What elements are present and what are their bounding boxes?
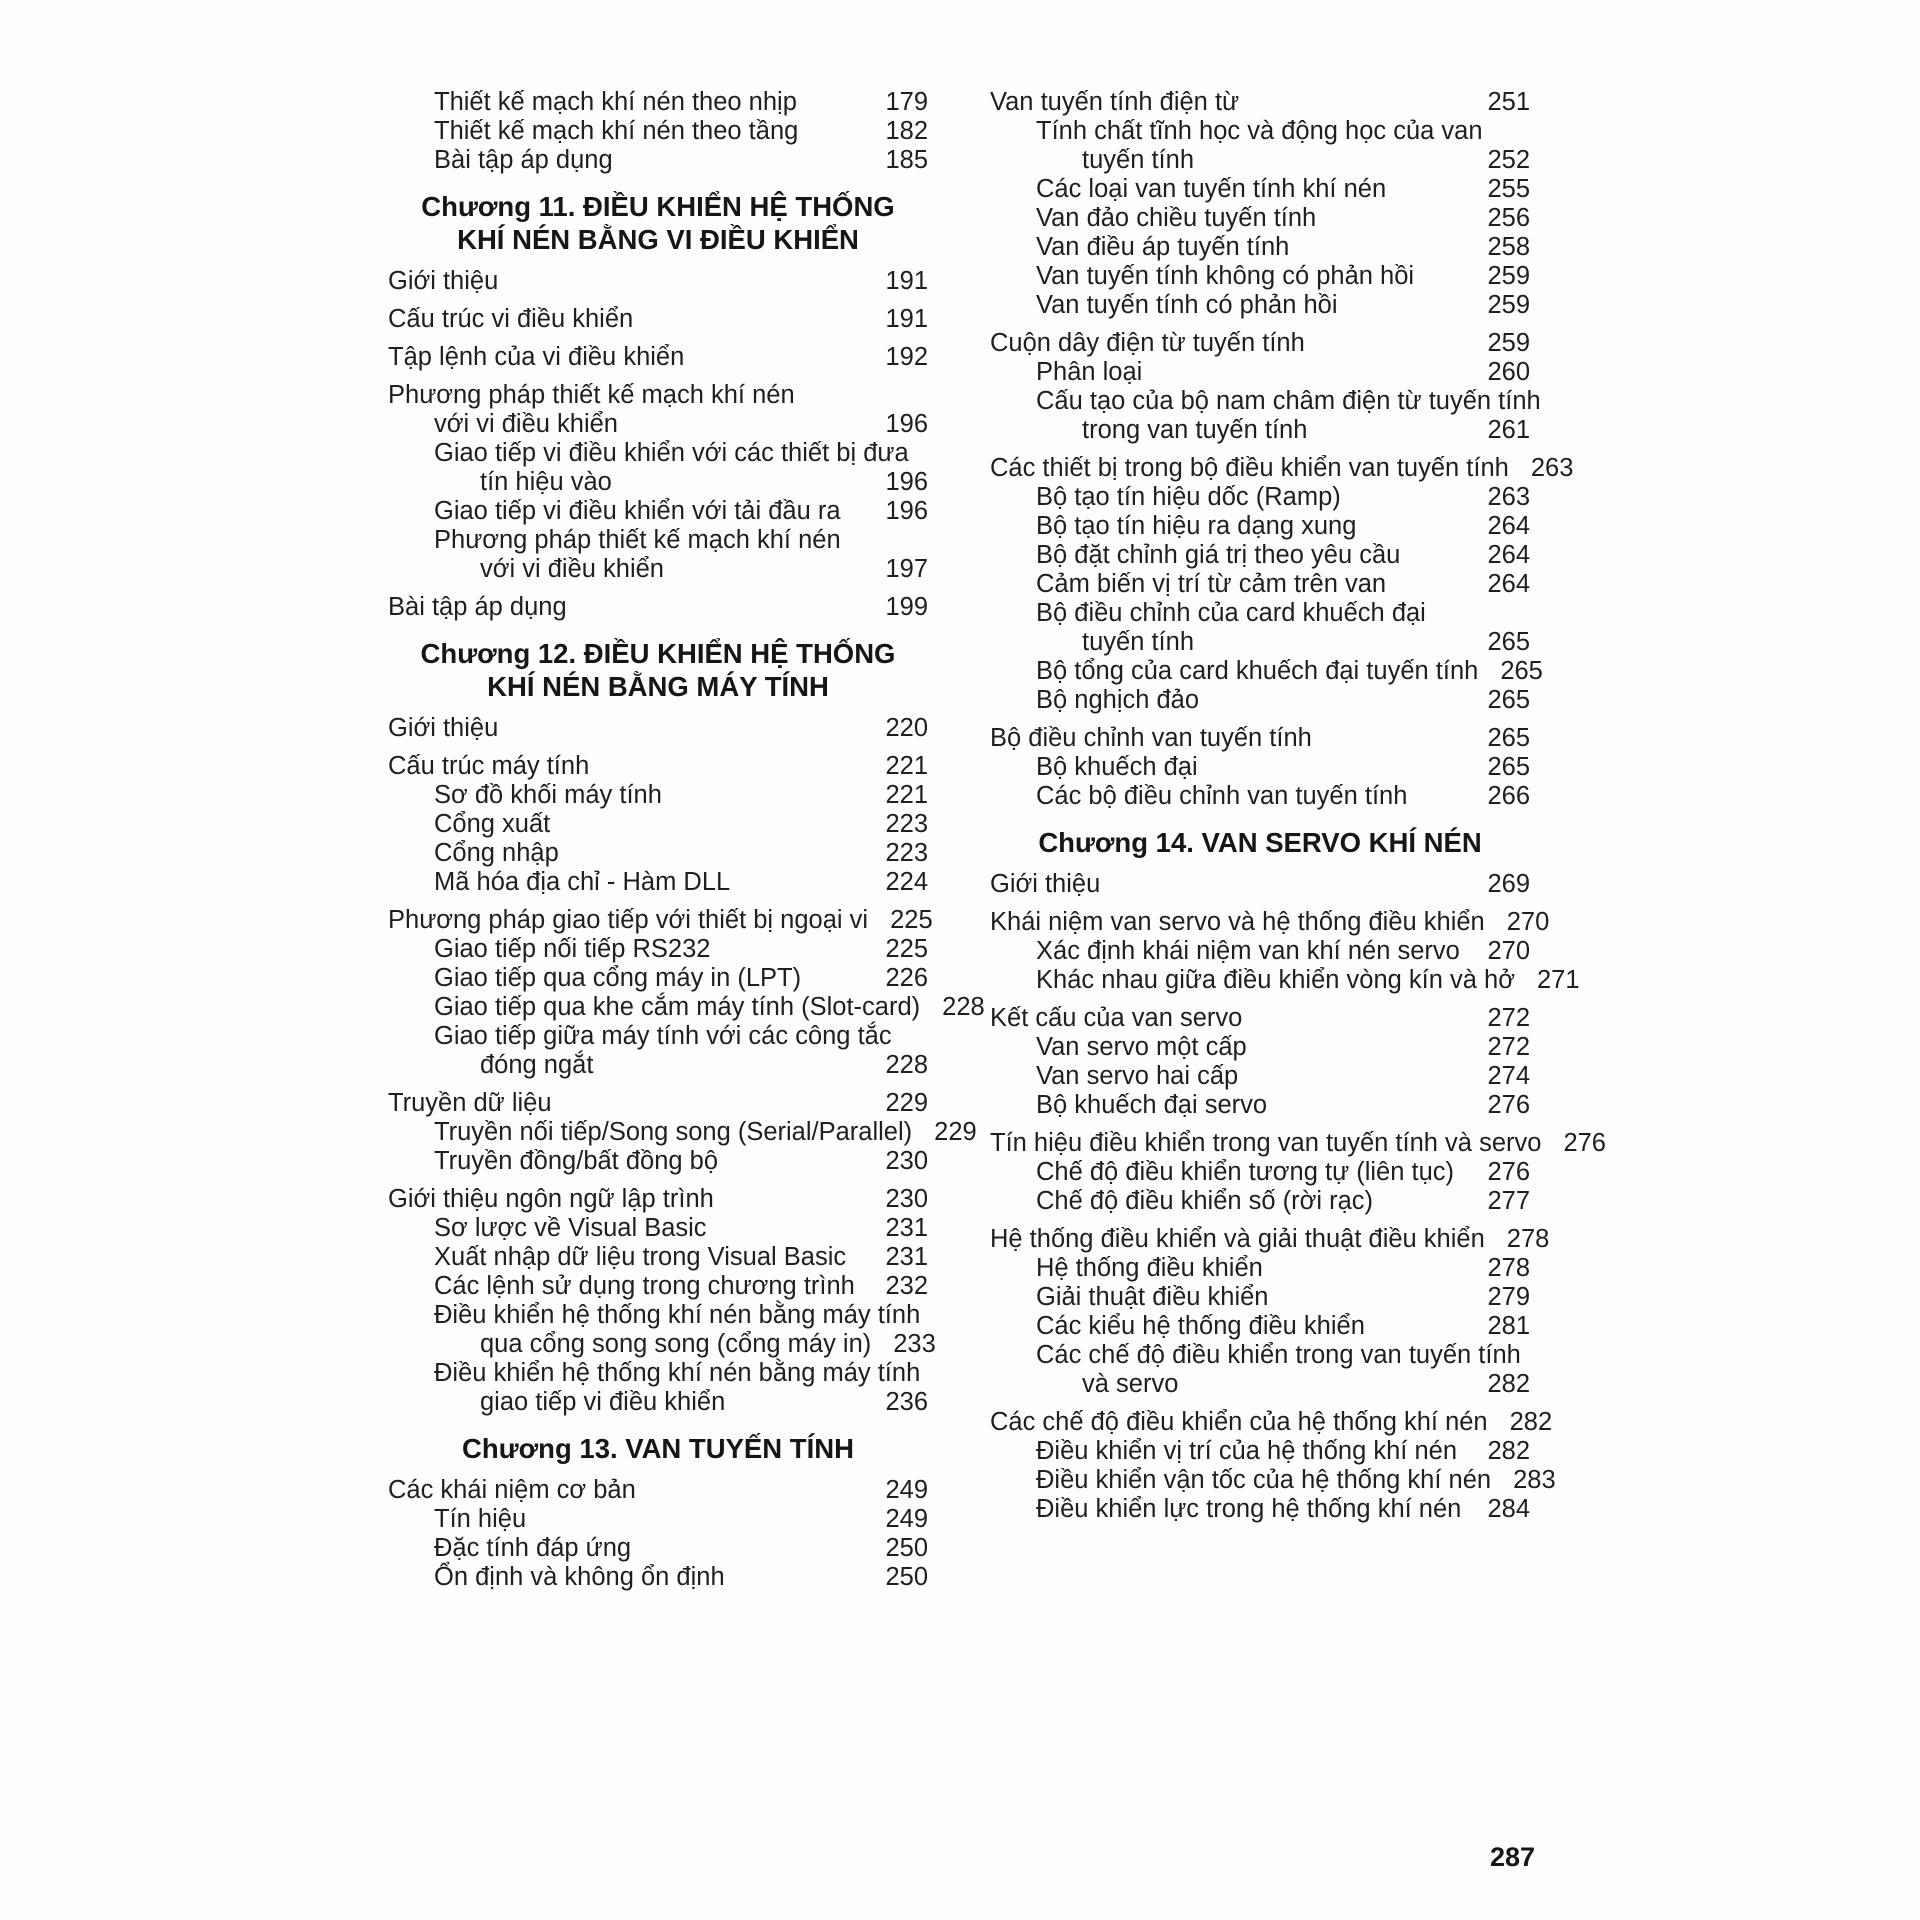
- toc-entry-text: với vi điều khiển: [480, 555, 664, 583]
- toc-entry-page: 231: [885, 1214, 928, 1242]
- toc-entry-text: Tín hiệu điều khiển trong van tuyến tính và servo: [990, 1129, 1542, 1157]
- toc-entry: [990, 329, 1530, 358]
- toc-entry-text: Giao tiếp vi điều khiển với tải đầu ra: [434, 497, 841, 525]
- toc-entry-page: 282: [1509, 1408, 1553, 1436]
- toc-entry-page: 223: [885, 839, 928, 867]
- toc-entry-page: 259: [1487, 329, 1530, 357]
- toc-entry-text: Van servo hai cấp: [1036, 1062, 1239, 1090]
- toc-entry-text: đóng ngắt: [480, 1051, 594, 1079]
- toc-entry: [388, 439, 928, 468]
- toc-entry-text: Sơ đồ khối máy tính: [434, 781, 662, 809]
- toc-entry-page: 282: [1487, 1370, 1530, 1398]
- toc-entry-page: 179: [885, 88, 928, 116]
- toc-columns: [388, 88, 1606, 1592]
- toc-entry: [388, 1118, 977, 1147]
- toc-entry: [388, 1243, 928, 1272]
- toc-entry-text: Giao tiếp nối tiếp RS232: [434, 935, 711, 963]
- toc-entry-page: 263: [1530, 454, 1574, 482]
- toc-entry-text: Bộ tổng của card khuếch đại tuyến tính: [1036, 657, 1479, 685]
- toc-entry-page: 223: [885, 810, 928, 838]
- toc-entry: [388, 526, 928, 555]
- toc-entry: [990, 966, 1580, 995]
- toc-entry-page: 229: [934, 1118, 977, 1146]
- toc-entry-page: 284: [1487, 1495, 1530, 1523]
- toc-entry-page: 264: [1487, 541, 1530, 569]
- toc-column-right: [990, 88, 1606, 1592]
- toc-entry: [388, 497, 928, 526]
- toc-entry-page: 278: [1506, 1225, 1550, 1253]
- toc-entry-text: Đặc tính đáp ứng: [434, 1534, 632, 1562]
- toc-entry: [388, 1563, 928, 1592]
- toc-entry-page: 197: [885, 555, 928, 583]
- toc-entry-page: 272: [1487, 1004, 1530, 1032]
- toc-entry-page: 229: [885, 1089, 928, 1117]
- toc-entry-text: Điều khiển hệ thống khí nén bằng máy tính: [434, 1359, 921, 1387]
- toc-entry-text: Ổn định và không ổn định: [434, 1563, 725, 1591]
- toc-entry-page: 274: [1487, 1062, 1530, 1090]
- toc-entry: [990, 483, 1530, 512]
- toc-entry: [990, 908, 1550, 937]
- toc-entry: [990, 387, 1541, 416]
- toc-entry-text: và servo: [1082, 1370, 1179, 1398]
- toc-entry: [388, 1022, 928, 1051]
- toc-entry: [388, 1330, 936, 1359]
- toc-entry-text: giao tiếp vi điều khiển: [480, 1388, 726, 1416]
- toc-entry-text: Các chế độ điều khiển trong van tuyến tính: [1036, 1341, 1521, 1369]
- toc-entry-text: Các kiểu hệ thống điều khiển: [1036, 1312, 1365, 1340]
- toc-entry-text: Giải thuật điều khiển: [1036, 1283, 1269, 1311]
- toc-entry-text: Điều khiển hệ thống khí nén bằng máy tính: [434, 1301, 921, 1329]
- toc-entry-text: Cấu tạo của bộ nam châm điện từ tuyến tính: [1036, 387, 1541, 415]
- toc-entry: [388, 810, 928, 839]
- toc-entry-page: 249: [885, 1505, 928, 1533]
- page-number: 287: [1489, 1842, 1535, 1872]
- toc-entry-page: 225: [885, 935, 928, 963]
- toc-entry-text: qua cổng song song (cổng máy in): [480, 1330, 872, 1358]
- toc-entry-page: 251: [1487, 88, 1530, 116]
- chapter-heading-line: Chương 13. VAN TUYẾN TÍNH: [462, 1433, 854, 1464]
- toc-entry-text: Giao tiếp qua cổng máy in (LPT): [434, 964, 802, 992]
- toc-entry: [388, 117, 928, 146]
- toc-entry-text: Van servo một cấp: [1036, 1033, 1247, 1061]
- toc-entry-page: 231: [885, 1243, 928, 1271]
- toc-entry-text: Tập lệnh của vi điều khiển: [388, 343, 685, 371]
- toc-entry-text: Các lệnh sử dụng trong chương trình: [434, 1272, 855, 1300]
- toc-entry-text: Các thiết bị trong bộ điều khiển van tuyến tính: [990, 454, 1509, 482]
- toc-entry-page: 230: [885, 1185, 928, 1213]
- toc-entry-text: tín hiệu vào: [480, 468, 612, 496]
- toc-entry: [388, 1185, 928, 1214]
- toc-entry-page: 255: [1487, 175, 1530, 203]
- toc-entry-page: 185: [885, 146, 928, 174]
- toc-entry-text: Thiết kế mạch khí nén theo tầng: [434, 117, 799, 145]
- toc-entry-page: 276: [1487, 1091, 1530, 1119]
- toc-entry-page: 277: [1487, 1187, 1530, 1215]
- toc-entry-page: 226: [885, 964, 928, 992]
- toc-entry: [990, 204, 1530, 233]
- toc-entry: [990, 146, 1530, 175]
- toc-entry-text: Sơ lược về Visual Basic: [434, 1214, 707, 1242]
- toc-entry: [990, 512, 1530, 541]
- toc-entry: [388, 1476, 928, 1505]
- toc-entry-page: 250: [885, 1563, 928, 1591]
- toc-entry-page: 232: [885, 1272, 928, 1300]
- toc-entry-text: Điều khiển vận tốc của hệ thống khí nén: [1036, 1466, 1492, 1494]
- toc-entry-text: Van điều áp tuyến tính: [1036, 233, 1290, 261]
- toc-entry: [388, 381, 928, 410]
- toc-entry: [990, 175, 1530, 204]
- toc-entry-text: Giao tiếp giữa máy tính với các công tắc: [434, 1022, 892, 1050]
- toc-entry-text: Tính chất tĩnh học và động học của van: [1036, 117, 1483, 145]
- toc-entry-text: Giới thiệu ngôn ngữ lập trình: [388, 1185, 714, 1213]
- toc-entry: [388, 1147, 928, 1176]
- toc-entry-text: Giao tiếp vi điều khiển với các thiết bị đưa: [434, 439, 909, 467]
- toc-entry-page: 261: [1487, 416, 1530, 444]
- chapter-heading: [990, 826, 1530, 859]
- toc-entry-page: 270: [1487, 937, 1530, 965]
- toc-entry: [990, 541, 1530, 570]
- toc-entry-text: Thiết kế mạch khí nén theo nhịp: [434, 88, 797, 116]
- toc-entry: [990, 1495, 1530, 1524]
- toc-entry-page: 281: [1487, 1312, 1530, 1340]
- toc-entry: [990, 782, 1530, 811]
- toc-entry-text: Bài tập áp dụng: [388, 593, 567, 621]
- toc-entry: [388, 935, 928, 964]
- toc-entry: [990, 1129, 1606, 1158]
- toc-entry-page: 196: [885, 497, 928, 525]
- toc-entry-text: Bộ tạo tín hiệu dốc (Ramp): [1036, 483, 1341, 511]
- toc-entry-page: 220: [885, 714, 928, 742]
- toc-entry-text: Van đảo chiều tuyến tính: [1036, 204, 1317, 232]
- toc-entry: [990, 753, 1530, 782]
- toc-entry-page: 260: [1487, 358, 1530, 386]
- toc-entry: [388, 343, 928, 372]
- toc-entry-text: Truyền nối tiếp/Song song (Serial/Parallel): [434, 1118, 913, 1146]
- toc-entry: [990, 1225, 1550, 1254]
- toc-entry-text: Cảm biến vị trí từ cảm trên van: [1036, 570, 1387, 598]
- toc-entry: [990, 628, 1530, 657]
- toc-entry-text: tuyến tính: [1082, 146, 1194, 174]
- toc-entry-text: Bộ đặt chỉnh giá trị theo yêu cầu: [1036, 541, 1401, 569]
- toc-entry: [990, 570, 1530, 599]
- chapter-heading-line: Chương 14. VAN SERVO KHÍ NÉN: [1038, 827, 1482, 858]
- chapter-heading-line: Chương 12. ĐIỀU KHIỂN HỆ THỐNG: [420, 638, 896, 669]
- toc-entry-page: 192: [885, 343, 928, 371]
- toc-entry: [990, 1283, 1530, 1312]
- toc-entry-text: Cấu trúc máy tính: [388, 752, 590, 780]
- toc-entry: [388, 593, 928, 622]
- toc-entry: [990, 1370, 1530, 1399]
- chapter-heading: [388, 637, 928, 703]
- toc-entry: [990, 117, 1530, 146]
- toc-entry: [388, 1359, 928, 1388]
- toc-entry: [388, 1272, 928, 1301]
- toc-entry-text: Kết cấu của van servo: [990, 1004, 1243, 1032]
- chapter-heading: [388, 190, 928, 256]
- toc-entry: [388, 410, 928, 439]
- toc-entry: [388, 839, 928, 868]
- chapter-heading-line: KHÍ NÉN BẰNG MÁY TÍNH: [487, 671, 829, 702]
- toc-entry-page: 233: [893, 1330, 936, 1358]
- toc-entry-text: Truyền dữ liệu: [388, 1089, 552, 1117]
- toc-entry-text: Cổng nhập: [434, 839, 559, 867]
- toc-entry: [990, 416, 1530, 445]
- toc-entry-page: 259: [1487, 262, 1530, 290]
- toc-entry: [388, 305, 928, 334]
- toc-entry: [990, 454, 1574, 483]
- toc-entry: [388, 555, 928, 584]
- toc-entry-page: 265: [1487, 686, 1530, 714]
- toc-entry: [990, 724, 1530, 753]
- toc-entry-text: Điều khiển vị trí của hệ thống khí nén: [1036, 1437, 1458, 1465]
- toc-entry: [990, 1187, 1530, 1216]
- toc-entry-text: Bộ nghịch đảo: [1036, 686, 1200, 714]
- toc-entry-page: 282: [1487, 1437, 1530, 1465]
- toc-entry-text: Bộ điều chỉnh của card khuếch đại: [1036, 599, 1426, 627]
- toc-entry-text: Chế độ điều khiển tương tự (liên tục): [1036, 1158, 1454, 1186]
- toc-entry-page: 265: [1487, 628, 1530, 656]
- toc-entry-page: 258: [1487, 233, 1530, 261]
- toc-entry-page: 199: [885, 593, 928, 621]
- toc-entry-text: Giới thiệu: [990, 870, 1101, 898]
- toc-entry-page: 265: [1487, 753, 1530, 781]
- toc-entry-page: 263: [1487, 483, 1530, 511]
- toc-entry-page: 264: [1487, 512, 1530, 540]
- toc-entry: [388, 868, 928, 897]
- toc-entry: [990, 1341, 1530, 1370]
- toc-entry: [990, 1437, 1530, 1466]
- toc-entry-text: Các chế độ điều khiển của hệ thống khí nén: [990, 1408, 1488, 1436]
- toc-entry: [990, 599, 1530, 628]
- toc-entry: [388, 1051, 928, 1080]
- toc-entry-text: Cuộn dây điện từ tuyến tính: [990, 329, 1305, 357]
- toc-entry: [990, 686, 1530, 715]
- toc-entry-text: Truyền đồng/bất đồng bộ: [434, 1147, 719, 1175]
- toc-entry-text: Van tuyến tính không có phản hồi: [1036, 262, 1415, 290]
- toc-entry-text: Các khái niệm cơ bản: [388, 1476, 636, 1504]
- toc-entry: [990, 1158, 1530, 1187]
- toc-entry: [990, 1091, 1530, 1120]
- toc-entry-text: Các bộ điều chỉnh van tuyến tính: [1036, 782, 1408, 810]
- toc-entry: [388, 964, 928, 993]
- toc-entry-page: 276: [1563, 1129, 1606, 1157]
- toc-entry: [990, 1033, 1530, 1062]
- toc-entry-page: 265: [1500, 657, 1543, 685]
- toc-entry-text: Bộ tạo tín hiệu ra dạng xung: [1036, 512, 1357, 540]
- toc-entry: [990, 1062, 1530, 1091]
- toc-entry-text: Hệ thống điều khiển và giải thuật điều khiển: [990, 1225, 1485, 1253]
- toc-entry-page: 196: [885, 410, 928, 438]
- chapter-heading-line: KHÍ NÉN BẰNG VI ĐIỀU KHIỂN: [457, 224, 859, 255]
- toc-entry-text: Van tuyến tính có phản hồi: [1036, 291, 1338, 319]
- chapter-heading-line: Chương 11. ĐIỀU KHIỂN HỆ THỐNG: [421, 191, 895, 222]
- toc-entry-text: Xác định khái niệm van khí nén servo: [1036, 937, 1460, 965]
- toc-entry: [990, 88, 1530, 117]
- toc-entry: [388, 714, 928, 743]
- toc-entry-page: 276: [1487, 1158, 1530, 1186]
- toc-entry-page: 256: [1487, 204, 1530, 232]
- toc-entry-page: 278: [1487, 1254, 1530, 1282]
- toc-entry: [388, 88, 928, 117]
- toc-entry: [388, 1214, 928, 1243]
- chapter-heading: [388, 1432, 928, 1465]
- toc-entry: [388, 993, 985, 1022]
- toc-entry-page: 259: [1487, 291, 1530, 319]
- toc-entry-page: 272: [1487, 1033, 1530, 1061]
- toc-entry-page: 249: [885, 1476, 928, 1504]
- toc-entry-text: trong van tuyến tính: [1082, 416, 1308, 444]
- toc-entry-text: Hệ thống điều khiển: [1036, 1254, 1263, 1282]
- toc-entry-text: Khái niệm van servo và hệ thống điều khiển: [990, 908, 1485, 936]
- toc-entry-text: Chế độ điều khiển số (rời rạc): [1036, 1187, 1374, 1215]
- toc-entry-text: Giao tiếp qua khe cắm máy tính (Slot-card): [434, 993, 921, 1021]
- toc-entry-page: 221: [885, 752, 928, 780]
- toc-entry: [990, 1466, 1556, 1495]
- toc-entry-page: 228: [885, 1051, 928, 1079]
- toc-entry-page: 236: [885, 1388, 928, 1416]
- toc-entry: [388, 468, 928, 497]
- toc-entry-page: 182: [885, 117, 928, 145]
- toc-entry-text: Điều khiển lực trong hệ thống khí nén: [1036, 1495, 1462, 1523]
- toc-entry-text: Tín hiệu: [434, 1505, 527, 1533]
- toc-entry: [388, 752, 928, 781]
- toc-entry: [388, 1534, 928, 1563]
- toc-entry-text: Khác nhau giữa điều khiển vòng kín và hở: [1036, 966, 1515, 994]
- toc-entry: [990, 870, 1530, 899]
- toc-entry-text: tuyến tính: [1082, 628, 1194, 656]
- toc-entry-page: 191: [885, 305, 928, 333]
- toc-entry-text: Giới thiệu: [388, 267, 499, 295]
- toc-entry-text: với vi điều khiển: [434, 410, 618, 438]
- toc-entry-text: Bài tập áp dụng: [434, 146, 613, 174]
- toc-entry: [990, 291, 1530, 320]
- toc-entry-page: 191: [885, 267, 928, 295]
- toc-entry-page: 266: [1487, 782, 1530, 810]
- toc-column-left: [388, 88, 985, 1592]
- toc-entry: [990, 233, 1530, 262]
- toc-entry: [990, 262, 1530, 291]
- toc-entry-text: Giới thiệu: [388, 714, 499, 742]
- toc-entry-text: Phương pháp thiết kế mạch khí nén: [434, 526, 841, 554]
- toc-entry: [388, 1388, 928, 1417]
- toc-entry: [388, 1089, 928, 1118]
- toc-entry-text: Cổng xuất: [434, 810, 551, 838]
- toc-entry: [388, 1505, 928, 1534]
- toc-entry-text: Xuất nhập dữ liệu trong Visual Basic: [434, 1243, 847, 1271]
- toc-entry: [388, 146, 928, 175]
- toc-entry-page: 264: [1487, 570, 1530, 598]
- toc-entry-text: Phân loại: [1036, 358, 1143, 386]
- toc-entry: [990, 358, 1530, 387]
- toc-entry-page: 225: [890, 906, 933, 934]
- toc-entry-text: Van tuyến tính điện từ: [990, 88, 1240, 116]
- toc-entry-page: 196: [885, 468, 928, 496]
- toc-entry-text: Bộ khuếch đại servo: [1036, 1091, 1268, 1119]
- toc-entry-page: 230: [885, 1147, 928, 1175]
- toc-entry-page: 228: [942, 993, 985, 1021]
- toc-entry: [388, 781, 928, 810]
- toc-entry: [990, 1254, 1530, 1283]
- toc-entry: [388, 267, 928, 296]
- toc-entry-page: 269: [1487, 870, 1530, 898]
- toc-entry-text: Phương pháp giao tiếp với thiết bị ngoại vi: [388, 906, 869, 934]
- toc-entry-text: Bộ điều chỉnh van tuyến tính: [990, 724, 1312, 752]
- toc-entry-text: Cấu trúc vi điều khiển: [388, 305, 634, 333]
- toc-entry-text: Mã hóa địa chỉ - Hàm DLL: [434, 868, 731, 896]
- toc-entry-page: 224: [885, 868, 928, 896]
- toc-entry-page: 250: [885, 1534, 928, 1562]
- toc-entry: [990, 937, 1530, 966]
- toc-entry-text: Phương pháp thiết kế mạch khí nén: [388, 381, 795, 409]
- toc-entry: [388, 1301, 928, 1330]
- toc-entry: [990, 1004, 1530, 1033]
- toc-entry: [990, 657, 1543, 686]
- toc-entry-text: Các loại van tuyến tính khí nén: [1036, 175, 1387, 203]
- toc-entry-text: Bộ khuếch đại: [1036, 753, 1198, 781]
- toc-entry-page: 265: [1487, 724, 1530, 752]
- toc-entry-page: 270: [1506, 908, 1550, 936]
- toc-entry: [990, 1408, 1553, 1437]
- toc-entry-page: 279: [1487, 1283, 1530, 1311]
- toc-entry: [990, 1312, 1530, 1341]
- toc-entry: [388, 906, 933, 935]
- toc-entry-page: 271: [1536, 966, 1580, 994]
- toc-entry-page: 283: [1513, 1466, 1556, 1494]
- toc-entry-page: 221: [885, 781, 928, 809]
- toc-entry-page: 252: [1487, 146, 1530, 174]
